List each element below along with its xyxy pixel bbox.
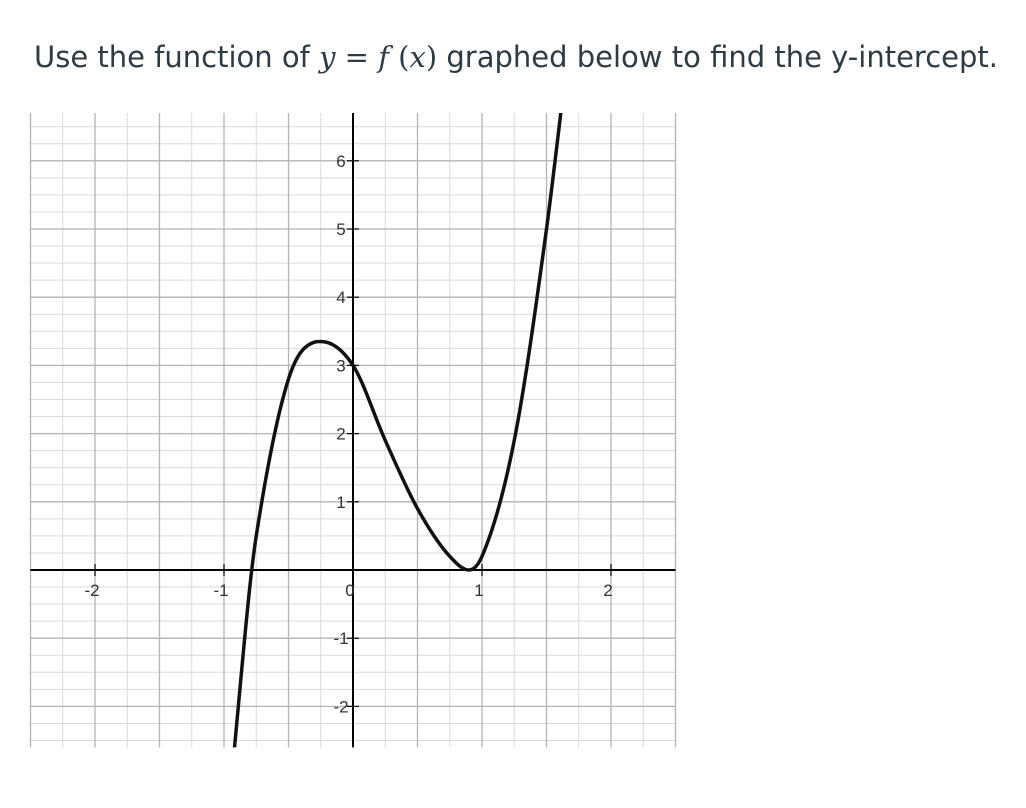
math-close-paren: ) <box>425 40 438 74</box>
x-tick-label: 2 <box>603 581 613 600</box>
y-tick-label: -1 <box>333 629 349 649</box>
x-tick-label: -2 <box>84 581 100 600</box>
y-tick-label: 1 <box>336 492 346 512</box>
y-tick-label: 3 <box>336 356 346 376</box>
y-tick-label: 4 <box>336 288 346 308</box>
x-tick-label: 0 <box>345 581 355 600</box>
x-tick-label: 1 <box>474 581 484 600</box>
y-tick-label: 6 <box>336 151 346 171</box>
x-tick-label: -1 <box>213 581 229 600</box>
math-x: x <box>409 40 426 74</box>
y-tick-label: 2 <box>336 424 346 444</box>
math-y: y <box>319 40 336 74</box>
math-equals: = <box>344 40 369 74</box>
y-tick-label: 5 <box>336 220 346 239</box>
question-prefix: Use the function of <box>34 40 320 74</box>
question-suffix: graphed below to find the y-intercept. <box>437 40 998 74</box>
y-tick-label: -2 <box>333 697 349 717</box>
math-open-paren: ( <box>398 40 410 74</box>
math-f: f <box>378 40 389 74</box>
